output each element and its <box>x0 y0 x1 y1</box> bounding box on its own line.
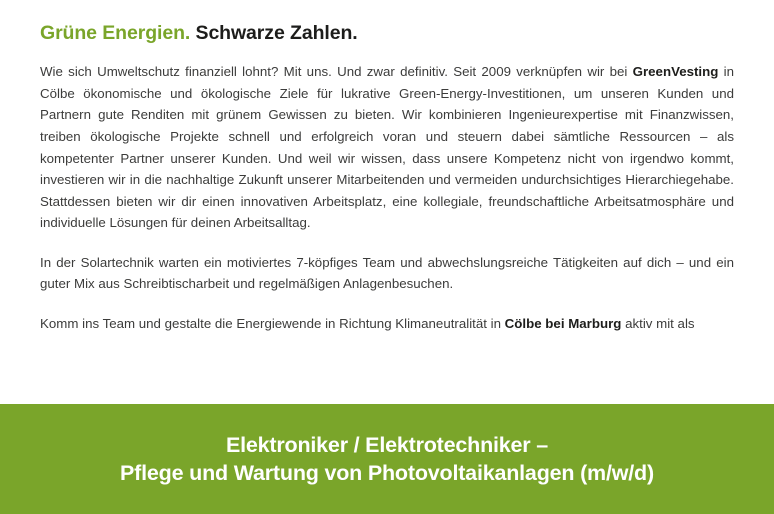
intro-text-before-company: Wie sich Umweltschutz finanziell lohnt? Mit uns. Und zwar definitiv. Seit 2009 verknüpfen wir bei <box>40 64 633 80</box>
team-paragraph: In der Solartechnik warten ein motiviertes 7-köpfiges Team und abwechslungsreiche Tätigkeiten auf dich – und ein guter Mix aus Schreibtischarbeit und regelmäßigen Anlagenbesuchen. <box>40 254 734 292</box>
cta-text-after-location: aktiv mit als <box>621 315 695 331</box>
page-title-dark-part: Schwarze Zahlen. <box>195 22 358 44</box>
cta-text-before-location: Komm ins Team und gestalte die Energiewende in Richtung Klimaneutralität in <box>40 315 505 331</box>
intro-paragraph <box>40 61 734 233</box>
job-location: Cölbe bei Marburg <box>504 315 622 331</box>
job-title-line-2: Pflege und Wartung von Photovoltaikanlagen (m/w/d) <box>120 461 654 485</box>
company-name: GreenVesting <box>632 64 719 80</box>
call-to-action-paragraph <box>40 313 734 335</box>
page-title <box>40 22 734 45</box>
job-title <box>100 431 674 488</box>
job-title-line-1: Elektroniker / Elektrotechniker – <box>225 432 548 457</box>
job-title-banner <box>0 404 774 514</box>
page-title-green-part: Grüne Energien. <box>40 22 191 44</box>
intro-text-after-company: in Cölbe ökonomische und ökologische Ziele für lukrative Green-Energy-Investitionen, um unseren Kunden und Partnern gute Renditen mit grünem Gewissen zu bieten. Wir kombinieren Ingenieurexpertise mit Finanzwissen, treiben ökologische Projekte schnell und erfolgreich voran und steuern dabei sämtliche Ressourcen – als kompetenter Partner unserer Kunden. Und weil wir wissen, dass unsere Kompetenz nicht von irgendwo kommt, investieren wir in die nachhaltige Zukunft unserer Mitarbeitenden und vermeiden undurchsichtiges Hierarchiegehabe. Stattdessen bieten wir dir einen innovativen Arbeitsplatz, eine kollegiale, freundschaftliche Arbeitsatmosphäre und individuelle Lösungen für deinen Arbeitsalltag. <box>40 64 735 231</box>
